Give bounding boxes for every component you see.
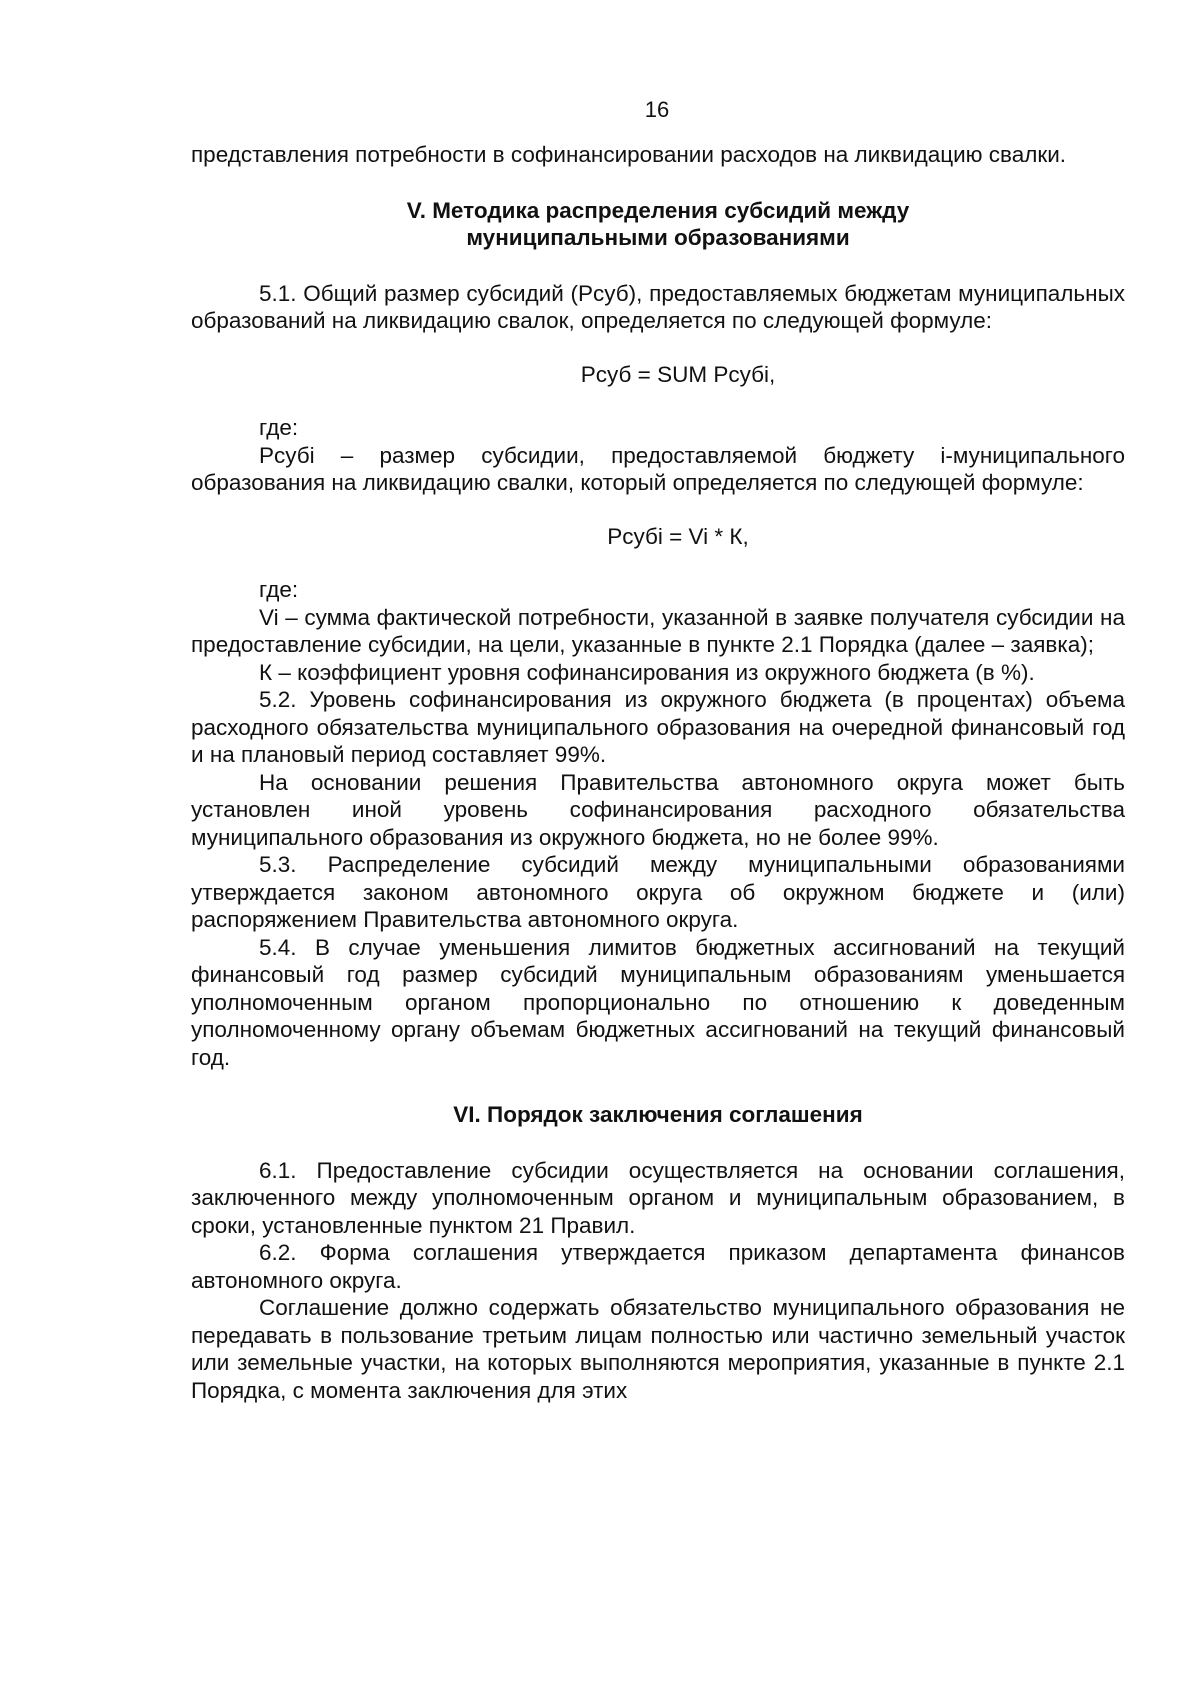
paragraph-5-4: 5.4. В случае уменьшения лимитов бюджетных ассигнований на текущий финансовый год размер субсидий муниципальным образованиям уменьшается уполномоченным органом пропорционально по отношению к доведенным уполномоченному органу объемам бюджетных ассигнований на текущий финансовый год. — [191, 934, 1125, 1070]
paragraph-5-2-continued: На основании решения Правительства автономного округа может быть установлен иной уровень софинансирования расходного обязательства муниципального образования из окружного бюджета, но не более 99%. — [191, 769, 1125, 850]
paragraph-rsubi-definition: Рсубi – размер субсидии, предоставляемой бюджету i-муниципального образования на ликвидацию свалки, который определяется по следующей формуле: — [191, 442, 1125, 495]
paragraph-6-1: 6.1. Предоставление субсидии осуществляется на основании соглашения, заключенного между уполномоченным органом и муниципальным образованием, в сроки, установленные пунктом 21 Правил. — [191, 1157, 1125, 1238]
document-body — [191, 141, 1125, 1404]
section-heading-v-text: V. Методика распределения субсидий между муниципальными образованиями — [406, 197, 910, 250]
paragraph-continuation: представления потребности в софинансировании расходов на ликвидацию свалки. — [191, 142, 1067, 167]
paragraph-6-2-continued: Соглашение должно содержать обязательство муниципального образования не передавать в пользование третьим лицам полностью или частично земельный участок или земельные участки, на которых выполняются мероприятия, указанные в пункте 2.1 Порядка, с момента заключения для этих — [191, 1295, 1125, 1403]
where-label-2: где: — [259, 577, 299, 602]
paragraph-5-3: 5.3. Распределение субсидий между муниципальными образованиями утверждается законом автономного округа об окружном бюджете и (или) распоряжением Правительства автономного округа. — [191, 852, 1125, 932]
section-heading-vi: VI. Порядок заключения соглашения — [453, 1102, 863, 1127]
formula-municipal-subsidy: Рсубi = Vi * К, — [607, 523, 749, 549]
where-label-1: где: — [259, 415, 299, 440]
paragraph-5-2: 5.2. Уровень софинансирования из окружного бюджета (в процентах) объема расходного обязательства муниципального образования на очередной финансовый год и на плановый период составляет 99%. — [191, 687, 1125, 767]
formula-total-subsidy: Рсуб = SUM Рсубi, — [580, 361, 776, 387]
paragraph-vi-definition: Vi – сумма фактической потребности, указанной в заявке получателя субсидии на предоставление субсидии, на цели, указанные в пункте 2.1 Порядка (далее – заявка); — [191, 604, 1125, 657]
paragraph-6-2: 6.2. Форма соглашения утверждается приказом департамента финансов автономного округа. — [191, 1240, 1125, 1293]
section-heading-v — [191, 197, 1125, 252]
paragraph-5-1: 5.1. Общий размер субсидий (Рсуб), предоставляемых бюджетам муниципальных образований на ликвидацию свалок, определяется по следующей формуле: — [191, 280, 1125, 333]
page-number: 16 — [644, 97, 670, 122]
paragraph-k-definition: К – коэффициент уровня софинансирования из окружного бюджета (в %). — [259, 659, 1035, 685]
